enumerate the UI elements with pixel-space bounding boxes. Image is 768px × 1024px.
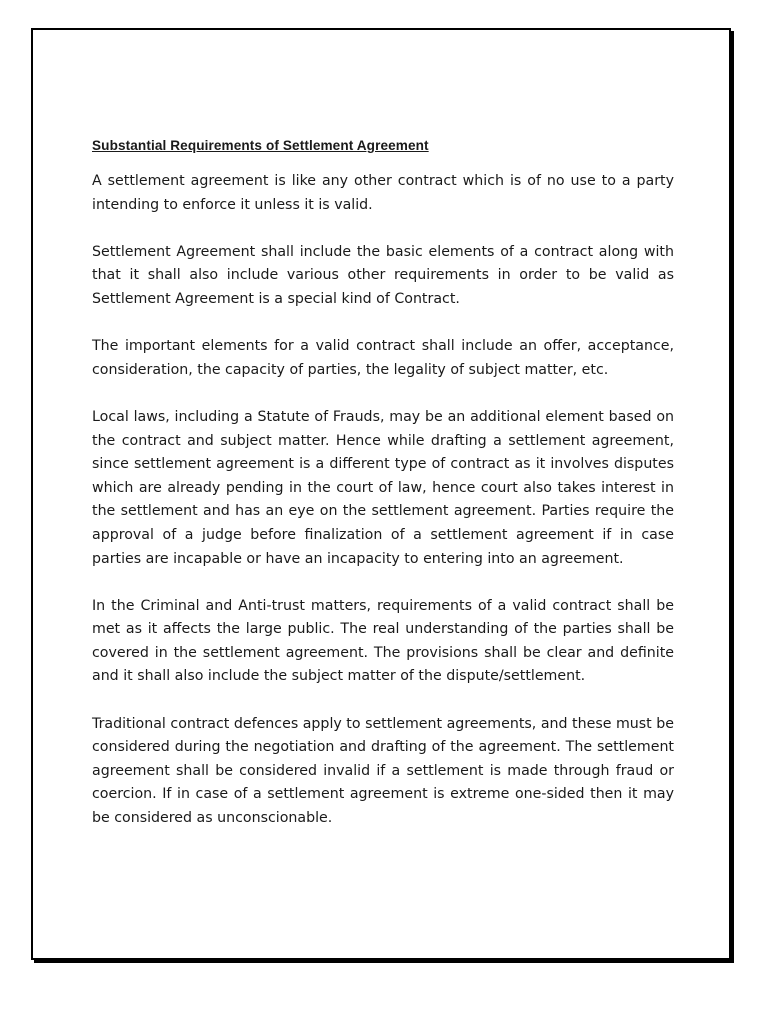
- paragraph-basic-elements: Settlement Agreement shall include the basic elements of a contract along with that it shall also include various other requirements in order to be valid as Settlement Agreement is a special kind of Contract.: [92, 243, 674, 307]
- paragraph-important-elements: The important elements for a valid contract shall include an offer, acceptance, consideration, the capacity of parties, the legality of subject matter, etc.: [92, 338, 674, 378]
- paragraph-contract-defences: Traditional contract defences apply to settlement agreements, and these must be considered during the negotiation and drafting of the agreement. The settlement agreement shall be considered invalid if a settlement is made through fraud or coercion. If in case of a settlement agreement is extreme one-sided then it may be considered as unconscionable.: [92, 715, 674, 827]
- paragraph-local-laws: Local laws, including a Statute of Frauds, may be an additional element based on the contract and subject matter. Hence while drafting a settlement agreement, since settlement agreement is a different type of contract as it involves disputes which are already pending in the court of law, hence court also takes interest in the settlement and has an eye on the settlement agreement. Parties require the approval of a judge before finalization of a settlement agreement if in case parties are incapable or have an incapacity to entering into an agreement.: [92, 408, 674, 567]
- document-body: [92, 136, 674, 831]
- document-title: Substantial Requirements of Settlement Agreement: [92, 138, 429, 153]
- paragraph-validity: A settlement agreement is like any other contract which is of no use to a party intending to enforce it unless it is valid.: [92, 173, 674, 213]
- paragraph-criminal-antitrust: In the Criminal and Anti-trust matters, requirements of a valid contract shall be met as it affects the large public. The real understanding of the parties shall be covered in the settlement agreement. The provisions shall be clear and definite and it shall also include the subject matter of the dispute/settlement.: [92, 597, 674, 685]
